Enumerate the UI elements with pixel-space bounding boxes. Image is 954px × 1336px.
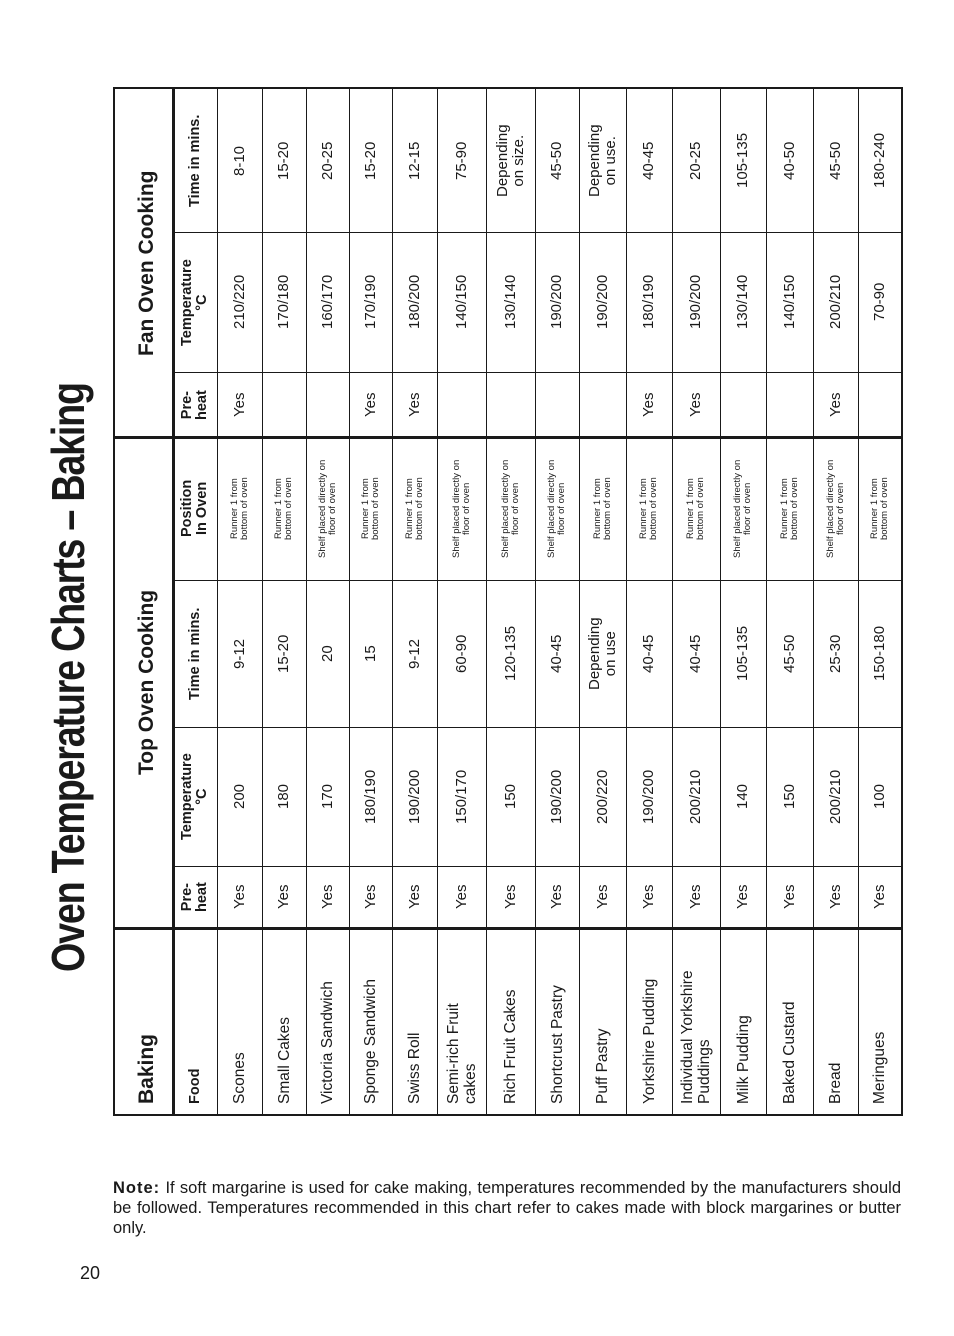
fan-time-line: 15-20 <box>275 141 292 180</box>
top-preheat-line: Yes <box>640 884 657 909</box>
fan-preheat-text <box>828 392 844 416</box>
fan-temperature-text <box>276 275 292 329</box>
top-preheat-text <box>872 885 888 909</box>
fan-temperature-line: 210/220 <box>230 274 248 329</box>
food-name-text <box>502 989 519 1104</box>
food-name-line: Victoria Sandwich <box>319 981 336 1104</box>
top-preheat-line: Yes <box>361 884 379 909</box>
fan-temperature-text <box>735 275 751 329</box>
fan-time-line: 180-240 <box>870 132 888 188</box>
col-fan-temp-line: Temperature <box>179 258 195 346</box>
fan-temperature-text <box>688 275 704 329</box>
fan-temperature-line: 190/200 <box>593 274 611 329</box>
top-temperature-text <box>641 769 657 823</box>
top-temperature-line: 190/200 <box>548 769 565 824</box>
fan-preheat-line: Yes <box>230 392 248 417</box>
table-rule <box>262 89 263 1114</box>
fan-temperature-text <box>232 275 248 329</box>
fan-temperature-line: 170/180 <box>275 274 292 329</box>
shelf-position-text <box>780 477 800 540</box>
fan-temperature-line: 180/200 <box>405 274 423 329</box>
fan-temperature-text <box>872 283 888 321</box>
top-preheat-line: Yes <box>870 884 888 909</box>
top-time-line: 9-12 <box>230 638 248 669</box>
top-time-line: 15 <box>361 645 379 662</box>
shelf-position-line: bottom of oven <box>648 477 659 540</box>
shelf-position-line: Runner 1 from <box>685 478 696 539</box>
col-food-line: Food <box>186 1068 203 1104</box>
food-name-line: Bread <box>827 1062 844 1104</box>
top-time-text <box>828 634 844 672</box>
table-rule <box>535 89 536 1114</box>
food-name-text <box>781 1001 798 1104</box>
shelf-position-text <box>870 477 890 540</box>
fan-time-line: 20-25 <box>687 141 704 180</box>
top-temperature-line: 180/190 <box>361 769 379 824</box>
fan-temperature-line: 190/200 <box>548 274 565 329</box>
section-baking-line: Baking <box>134 1033 158 1104</box>
top-temperature-line: 100 <box>870 783 888 809</box>
fan-time-line: 15-20 <box>361 141 379 180</box>
shelf-position-line: Runner 1 from <box>273 478 284 539</box>
fan-time-text <box>872 133 888 188</box>
top-preheat-text <box>363 885 379 909</box>
top-time-line: 25-30 <box>826 634 844 673</box>
table-rule <box>173 372 901 373</box>
shelf-position-line: Shelf placed directly on <box>732 459 743 558</box>
col-top-time-text <box>188 607 203 699</box>
shelf-position-line: Shelf placed directly on <box>499 459 511 558</box>
top-temperature-line: 150 <box>501 783 519 809</box>
shelf-position-text <box>318 459 338 557</box>
shelf-position-text <box>452 459 472 557</box>
top-time-line: 60-90 <box>452 634 470 673</box>
top-temperature-line: 190/200 <box>640 769 657 824</box>
top-time-text <box>276 634 292 672</box>
shelf-position-text <box>639 477 659 540</box>
shelf-position-line: Runner 1 from <box>403 478 415 539</box>
fan-time-line: 75-90 <box>452 141 470 180</box>
table-rule <box>173 232 901 233</box>
col-top-preheat-line: heat <box>194 882 210 912</box>
food-name-line: Individual Yorkshire <box>679 970 696 1104</box>
top-preheat-line: Yes <box>501 884 519 909</box>
top-temperature-line: 150 <box>780 783 798 809</box>
top-preheat-text <box>407 885 423 909</box>
table-rule <box>672 89 673 1114</box>
top-time-text <box>320 645 336 662</box>
top-preheat-text <box>641 885 657 909</box>
page-number: 20 <box>80 1263 101 1283</box>
col-fan-time-line: Time in mins. <box>186 114 203 207</box>
food-name-text <box>679 970 713 1104</box>
fan-time-text <box>363 141 379 179</box>
fan-temperature-text <box>549 275 565 329</box>
footnote <box>113 1178 901 1238</box>
top-preheat-text <box>549 885 565 909</box>
shelf-position-line: bottom of oven <box>788 477 800 540</box>
food-name-text <box>641 979 658 1104</box>
top-time-line: 45-50 <box>780 634 798 673</box>
fan-temperature-text <box>595 275 611 329</box>
section-fan-oven-text <box>136 170 158 356</box>
top-time-text <box>688 634 704 672</box>
baking-chart-table <box>113 87 903 1116</box>
section-fan-oven-line: Fan Oven Cooking <box>134 170 158 356</box>
top-temperature-text <box>407 769 423 823</box>
shelf-position-text <box>826 459 846 557</box>
table-rule <box>813 89 814 1114</box>
shelf-position-line: Shelf placed directly on <box>546 459 557 558</box>
fan-temperature-text <box>641 275 657 329</box>
section-top-oven-line: Top Oven Cooking <box>134 589 158 775</box>
shelf-position-line: floor of oven <box>326 482 338 535</box>
table-rule <box>349 89 350 1114</box>
top-time-line: 15-20 <box>275 634 292 673</box>
top-preheat-line: Yes <box>275 884 292 909</box>
note-text: If soft margarine is used for cake making, temperatures recommended by the manufacturers should be followed. Temperatures recommended in this chart refer to cakes made with block margarines or butter only. <box>113 1178 901 1237</box>
col-top-preheat-text <box>180 882 210 912</box>
shelf-position-text <box>405 477 425 540</box>
shelf-position-line: bottom of oven <box>413 477 425 540</box>
top-time-text <box>363 645 379 662</box>
shelf-position-line: Runner 1 from <box>778 478 790 539</box>
fan-preheat-text <box>688 392 704 416</box>
top-temperature-text <box>454 769 470 823</box>
top-preheat-line: Yes <box>780 884 798 909</box>
top-temperature-text <box>828 769 844 823</box>
food-name-text <box>549 985 566 1104</box>
table-rule <box>858 89 859 1114</box>
col-fan-temp-text <box>180 259 210 346</box>
top-temperature-line: 150/170 <box>452 769 470 824</box>
col-fan-preheat-text <box>180 390 210 420</box>
fan-temperature-line: 160/170 <box>318 274 336 329</box>
top-preheat-line: Yes <box>826 884 844 909</box>
top-temperature-line: 200/210 <box>687 769 704 824</box>
food-name-line: Puddings <box>696 1039 713 1104</box>
top-preheat-text <box>735 885 751 909</box>
top-time-text <box>782 634 798 672</box>
table-rule <box>392 89 393 1114</box>
fan-temperature-text <box>828 275 844 329</box>
top-time-line: 120-135 <box>501 625 519 681</box>
food-name-text <box>362 979 379 1104</box>
top-time-line: 40-45 <box>640 634 657 673</box>
food-name-text <box>231 1052 248 1104</box>
fan-preheat-text <box>407 392 423 416</box>
col-top-temp-line: Temperature <box>179 753 195 840</box>
table-rule <box>306 89 307 1114</box>
table-rule <box>486 89 487 1114</box>
fan-time-text <box>587 124 619 197</box>
food-name-line: Swiss Roll <box>406 1032 423 1104</box>
food-name-text <box>445 1003 479 1104</box>
food-name-text <box>276 1017 293 1104</box>
food-name-line: Puff Pastry <box>594 1028 611 1104</box>
fan-temperature-line: 140/150 <box>780 274 798 329</box>
fan-temperature-text <box>454 275 470 329</box>
food-name-text <box>406 1033 423 1104</box>
col-top-temp-text <box>180 753 210 840</box>
fan-preheat-text <box>363 392 379 416</box>
table-rule <box>115 927 901 930</box>
food-name-line: Baked Custard <box>781 1001 798 1104</box>
top-preheat-text <box>276 885 292 909</box>
top-temperature-text <box>688 769 704 823</box>
shelf-position-line: Runner 1 from <box>228 478 240 539</box>
food-name-line: Yorkshire Pudding <box>640 978 658 1104</box>
fan-temperature-line: 130/140 <box>501 274 519 329</box>
top-time-text <box>641 634 657 672</box>
fan-temperature-line: 200/210 <box>826 274 844 329</box>
top-temperature-text <box>232 784 248 809</box>
shelf-position-line: Shelf placed directly on <box>316 459 328 558</box>
top-preheat-text <box>503 885 519 909</box>
shelf-position-text <box>230 477 250 540</box>
shelf-position-line: Shelf placed directly on <box>824 459 836 558</box>
fan-temperature-line: 180/190 <box>640 274 657 329</box>
top-preheat-line: Yes <box>230 884 248 909</box>
top-temperature-line: 200 <box>230 783 248 809</box>
fan-temperature-text <box>320 275 336 329</box>
fan-time-text <box>782 141 798 179</box>
fan-preheat-text <box>232 392 248 416</box>
top-time-text <box>454 634 470 672</box>
shelf-position-text <box>547 459 567 557</box>
fan-temperature-line: 190/200 <box>687 274 704 329</box>
food-name-line: Small Cakes <box>275 1017 293 1104</box>
top-temperature-text <box>735 784 751 809</box>
fan-time-text <box>735 133 751 188</box>
fan-time-line: 20-25 <box>318 141 336 180</box>
top-temperature-line: 140 <box>734 783 751 809</box>
top-temperature-line: 200/210 <box>826 769 844 824</box>
top-preheat-text <box>595 885 611 909</box>
fan-temperature-text <box>407 275 423 329</box>
fan-time-line: 45-50 <box>548 141 565 180</box>
top-preheat-text <box>232 885 248 909</box>
top-temperature-text <box>595 769 611 823</box>
shelf-position-line: Runner 1 from <box>359 478 371 539</box>
shelf-position-line: bottom of oven <box>238 477 250 540</box>
top-time-text <box>503 626 519 681</box>
top-temperature-text <box>549 769 565 823</box>
top-temperature-text <box>503 784 519 809</box>
col-top-time-line: Time in mins. <box>186 607 203 700</box>
top-preheat-line: Yes <box>687 884 704 909</box>
col-fan-time-text <box>188 114 203 206</box>
top-preheat-text <box>828 885 844 909</box>
food-name-line: cakes <box>461 1063 479 1104</box>
col-food-text <box>188 1069 203 1104</box>
table-rule <box>115 436 901 439</box>
top-time-line: Depending <box>585 617 603 690</box>
shelf-position-line: bottom of oven <box>878 477 890 540</box>
fan-preheat-line: Yes <box>405 392 423 417</box>
food-name-line: Semi-rich Fruit <box>444 1003 462 1104</box>
food-name-line: Scones <box>231 1052 248 1104</box>
fan-temperature-text <box>782 275 798 329</box>
top-temperature-line: 180 <box>275 783 292 809</box>
fan-time-text <box>407 141 423 179</box>
fan-temperature-text <box>363 275 379 329</box>
fan-time-line: 45-50 <box>826 141 844 180</box>
col-top-temp-line: °C <box>194 788 210 805</box>
top-temperature-text <box>363 769 379 823</box>
top-preheat-line: Yes <box>548 884 565 909</box>
top-preheat-line: Yes <box>593 884 611 909</box>
fan-time-text <box>549 141 565 179</box>
table-rule <box>579 89 580 1114</box>
shelf-position-text <box>274 477 294 540</box>
fan-time-line: 105-135 <box>734 132 751 188</box>
shelf-position-line: Shelf placed directly on <box>450 459 462 558</box>
top-temperature-line: 190/200 <box>405 769 423 824</box>
fan-time-text <box>320 141 336 179</box>
fan-time-text <box>641 141 657 179</box>
table-rule <box>626 89 627 1114</box>
fan-preheat-line: Yes <box>640 392 657 417</box>
fan-temperature-line: 130/140 <box>734 274 751 329</box>
top-temperature-text <box>276 784 292 809</box>
top-time-text <box>232 638 248 668</box>
fan-time-line: 40-45 <box>640 141 657 180</box>
shelf-position-line: bottom of oven <box>601 477 613 540</box>
col-position-text <box>180 480 210 537</box>
fan-time-text <box>688 141 704 179</box>
shelf-position-line: bottom of oven <box>283 477 294 540</box>
table-rule <box>173 866 901 867</box>
food-name-text <box>735 1015 752 1104</box>
fan-preheat-line: Yes <box>687 392 704 417</box>
col-fan-temp-line: °C <box>194 293 210 311</box>
top-preheat-line: Yes <box>405 884 423 909</box>
top-temperature-line: 170 <box>318 783 336 809</box>
top-time-text <box>587 617 619 690</box>
food-name-line: Rich Fruit Cakes <box>502 989 519 1104</box>
col-position-line: Position <box>179 479 195 537</box>
top-preheat-text <box>454 885 470 909</box>
section-baking-text <box>136 1034 158 1104</box>
top-time-line: 150-180 <box>870 625 888 681</box>
top-time-text <box>872 626 888 681</box>
table-rule <box>217 89 218 1114</box>
fan-temperature-line: 170/190 <box>361 274 379 329</box>
top-time-line: on use <box>601 631 619 677</box>
top-time-line: 40-45 <box>687 634 704 673</box>
top-preheat-line: Yes <box>318 884 336 909</box>
note-label: Note: <box>113 1178 161 1197</box>
fan-time-line: on size. <box>509 134 527 187</box>
shelf-position-text <box>733 459 753 557</box>
top-time-line: 20 <box>318 645 336 662</box>
fan-time-text <box>454 141 470 179</box>
table-rule <box>437 89 438 1114</box>
top-time-text <box>549 634 565 672</box>
shelf-position-line: Runner 1 from <box>591 478 603 539</box>
page-title-text: Oven Temperature Charts – Baking <box>42 383 94 972</box>
fan-time-line: on use. <box>601 136 619 186</box>
shelf-position-line: Runner 1 from <box>868 478 880 539</box>
col-top-preheat-line: Pre- <box>179 882 195 912</box>
food-name-line: Meringues <box>871 1031 888 1104</box>
fan-time-line: Depending <box>493 124 511 197</box>
fan-preheat-line: Yes <box>826 392 844 417</box>
col-position-line: In Oven <box>194 481 210 535</box>
section-top-oven-text <box>136 590 158 775</box>
fan-temperature-line: 140/150 <box>452 274 470 329</box>
fan-time-text <box>828 141 844 179</box>
col-fan-preheat-line: heat <box>194 389 210 420</box>
top-time-text <box>407 638 423 668</box>
food-name-line: Sponge Sandwich <box>362 979 379 1104</box>
table-rule <box>766 89 767 1114</box>
fan-temperature-line: 70-90 <box>870 282 888 321</box>
top-preheat-line: Yes <box>452 884 470 909</box>
shelf-position-line: bottom of oven <box>369 477 381 540</box>
fan-temperature-text <box>503 275 519 329</box>
shelf-position-line: floor of oven <box>834 482 846 535</box>
fan-preheat-text <box>641 392 657 416</box>
shelf-position-line: floor of oven <box>556 482 567 535</box>
top-preheat-text <box>320 885 336 909</box>
table-rule <box>720 89 721 1114</box>
shelf-position-text <box>501 459 521 557</box>
fan-preheat-line: Yes <box>361 392 379 417</box>
fan-time-text <box>495 124 527 197</box>
shelf-position-text <box>686 477 706 540</box>
shelf-position-line: floor of oven <box>509 482 521 535</box>
top-time-line: 9-12 <box>405 638 423 669</box>
shelf-position-line: floor of oven <box>460 482 472 535</box>
top-temperature-text <box>320 784 336 809</box>
fan-time-text <box>232 145 248 175</box>
fan-time-line: 8-10 <box>230 145 248 176</box>
top-temperature-text <box>782 784 798 809</box>
shelf-position-line: bottom of oven <box>695 477 706 540</box>
table-rule <box>173 727 901 728</box>
fan-time-line: 12-15 <box>405 141 423 180</box>
shelf-position-line: Runner 1 from <box>638 478 649 539</box>
shelf-position-text <box>593 477 613 540</box>
top-temperature-text <box>872 784 888 809</box>
food-name-text <box>319 981 336 1104</box>
fan-time-text <box>276 141 292 179</box>
food-name-text <box>827 1063 844 1104</box>
top-time-line: 105-135 <box>734 625 751 681</box>
top-preheat-text <box>688 885 704 909</box>
shelf-position-line: floor of oven <box>742 482 753 535</box>
table-rule <box>172 89 175 1114</box>
food-name-line: Milk Pudding <box>734 1015 752 1104</box>
food-name-text <box>594 1028 611 1104</box>
col-fan-preheat-line: Pre- <box>179 390 195 419</box>
top-time-line: 40-45 <box>548 634 565 673</box>
food-name-line: Shortcrust Pastry <box>548 985 566 1104</box>
fan-time-line: Depending <box>585 124 603 197</box>
top-temperature-line: 200/220 <box>593 769 611 824</box>
table-rule <box>173 580 901 581</box>
fan-time-line: 40-50 <box>780 141 798 180</box>
food-name-text <box>871 1032 888 1104</box>
top-preheat-line: Yes <box>734 884 751 909</box>
shelf-position-text <box>361 477 381 540</box>
top-preheat-text <box>782 885 798 909</box>
top-time-text <box>735 626 751 681</box>
